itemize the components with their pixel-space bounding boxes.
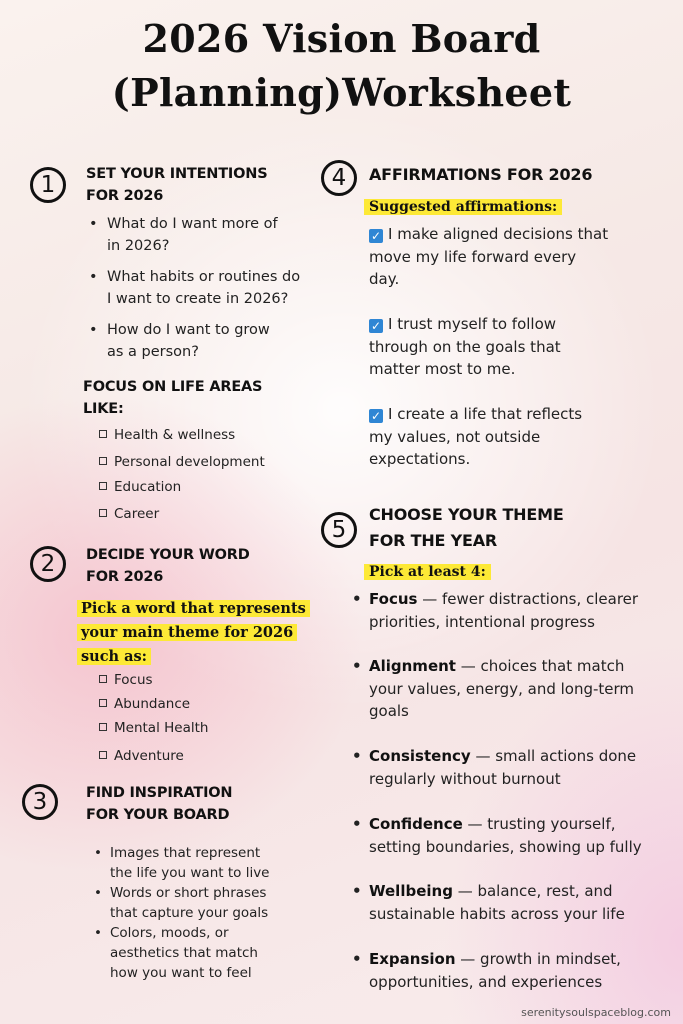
theme-item: • Expansion — growth in mindset, opportunities, and experiences: [352, 950, 621, 991]
checkbox-checked-icon: ✓: [370, 319, 382, 333]
list-item: • What habits or routines do I want to create in 2026?: [89, 269, 301, 307]
list-item: • Images that represent the life you want to live: [94, 845, 270, 881]
pick-label: Pick at least 4:: [364, 560, 491, 584]
square-icon: [99, 751, 107, 759]
theme-item: • Focus — fewer distractions, clearer priorities, intentional progress: [352, 590, 639, 631]
section-1-number: 1: [30, 167, 66, 203]
checkbox-checked-icon: ✓: [370, 409, 382, 423]
section-4-heading: AFFIRMATIONS FOR 2026: [369, 165, 593, 184]
affirmation-2: ✓ I trust myself to follow through on the goals that matter most to me.: [369, 315, 561, 378]
square-icon: [99, 457, 107, 465]
list-item: • What do I want more of in 2026?: [89, 216, 278, 254]
list-item: Education: [99, 478, 181, 496]
focus-areas-heading: FOCUS ON LIFE AREAS LIKE:: [83, 379, 263, 417]
inspiration-list: [86, 843, 326, 983]
list-item: Focus: [99, 671, 153, 689]
list-item: Abundance: [99, 695, 190, 713]
list-item: Career: [99, 505, 159, 523]
list-item: Health & wellness: [99, 426, 235, 444]
list-item: Personal development: [99, 453, 265, 471]
section-3-heading: FIND INSPIRATION FOR YOUR BOARD: [86, 785, 233, 823]
affirmation-3: ✓ I create a life that reflects my values, not outside expectations.: [369, 405, 583, 468]
section-1-heading: SET YOUR INTENTIONS FOR 2026: [86, 166, 268, 204]
title-line-1: 2026 Vision Board: [142, 16, 541, 61]
affirmation-1: ✓ I make aligned decisions that move my life forward every day.: [369, 225, 609, 288]
section-3-number: 3: [22, 784, 58, 820]
square-icon: [99, 430, 107, 438]
intention-questions: [86, 213, 326, 363]
section-2-heading: DECIDE YOUR WORD FOR 2026: [86, 547, 250, 585]
square-icon: [99, 509, 107, 517]
theme-item: • Consistency — small actions done regularly without burnout: [352, 747, 637, 788]
section-5-heading: CHOOSE YOUR THEME FOR THE YEAR: [369, 505, 564, 550]
section-2-number: 2: [30, 546, 66, 582]
suggested-affirmations-label: Suggested affirmations:: [364, 195, 562, 219]
word-highlight: Pick a word that represents your main theme for 2026 such as:: [77, 597, 310, 669]
section-4-number: 4: [321, 160, 357, 196]
page-title: [0, 12, 683, 120]
theme-item: • Confidence — trusting yourself, setting boundaries, showing up fully: [352, 815, 642, 856]
square-icon: [99, 675, 107, 683]
list-item: Adventure: [99, 747, 184, 765]
list-item: • How do I want to grow as a person?: [89, 322, 270, 360]
list-item: • Colors, moods, or aesthetics that match how you want to feel: [94, 925, 258, 981]
list-item: • Words or short phrases that capture your goals: [94, 885, 269, 921]
list-item: Mental Health: [99, 719, 208, 737]
checkbox-checked-icon: ✓: [370, 229, 382, 243]
theme-item: • Alignment — choices that match your values, energy, and long-term goals: [352, 657, 635, 720]
footer-url: serenitysoulspaceblog.com: [521, 1006, 671, 1019]
section-5-number: 5: [321, 512, 357, 548]
square-icon: [99, 482, 107, 490]
title-line-2: (Planning)Worksheet: [111, 70, 572, 115]
theme-item: • Wellbeing — balance, rest, and sustainable habits across your life: [352, 882, 625, 923]
square-icon: [99, 723, 107, 731]
square-icon: [99, 699, 107, 707]
